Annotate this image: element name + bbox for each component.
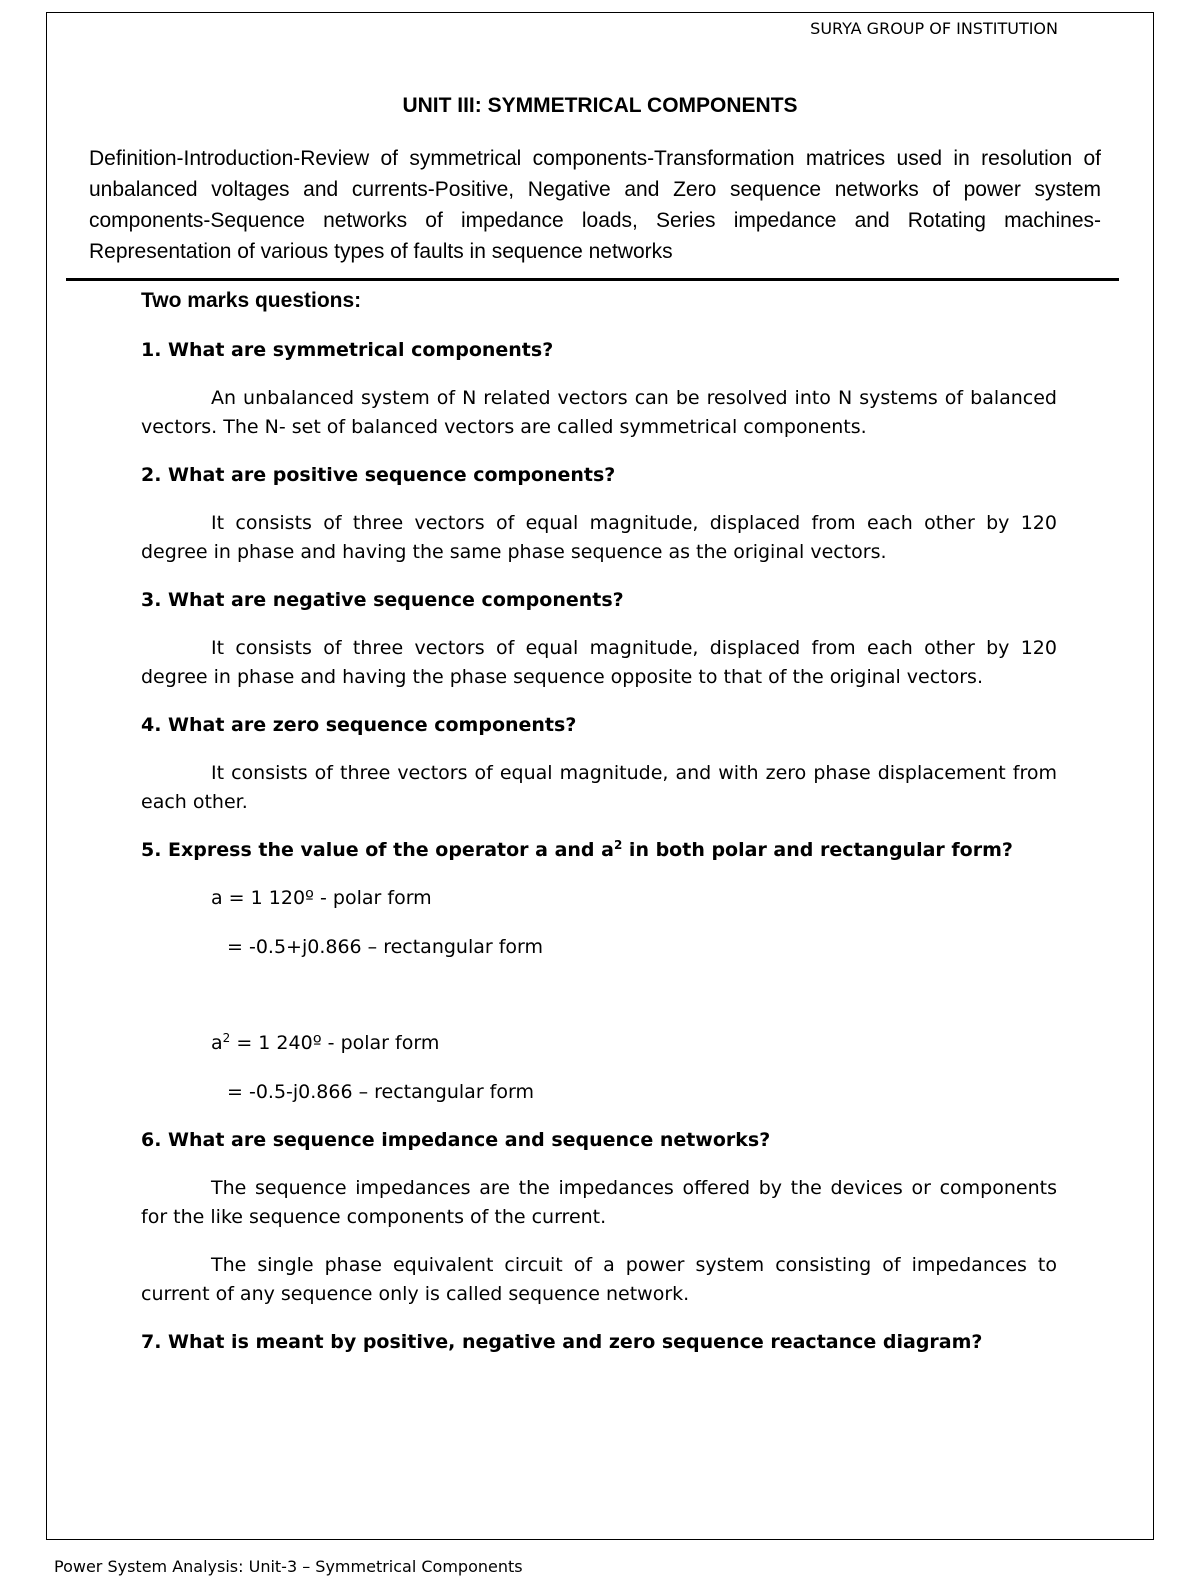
question-3: 3. What are negative sequence components?: [141, 589, 624, 611]
answer-6-part-2: The single phase equivalent circuit of a power system consisting of impedances to current of any sequence only is called sequence network.: [141, 1254, 1057, 1305]
question-2: 2. What are positive sequence components?: [141, 464, 616, 486]
answer-6-part-1: The sequence impedances are the impedances offered by the devices or components for the like sequence components of the current.: [141, 1177, 1057, 1228]
equation-a-rectangular: = -0.5+j0.866 – rectangular form: [227, 936, 544, 958]
section-title: Two marks questions:: [141, 289, 362, 312]
page-footer: Power System Analysis: Unit-3 – Symmetrical Components: [54, 1557, 523, 1576]
question-6: 6. What are sequence impedance and sequence networks?: [141, 1129, 771, 1151]
question-4: 4. What are zero sequence components?: [141, 714, 577, 736]
question-5: 5. Express the value of the operator a and $a^2$ in both polar and rectangular form?: [141, 838, 1013, 861]
equation-a2-rectangular: = -0.5-j0.866 – rectangular form: [227, 1081, 534, 1103]
equation-a2-polar: $a^2 = 1$ 240º - polar form: [211, 1031, 440, 1054]
section-divider: [66, 278, 1119, 281]
answer-1: An unbalanced system of N related vectors can be resolved into N systems of balanced vectors. The N- set of balanced vectors are called symmetrical components.: [141, 387, 1057, 438]
answer-3: It consists of three vectors of equal magnitude, displaced from each other by 120 degree in phase and having the phase sequence opposite to that of the original vectors.: [141, 637, 1057, 688]
unit-title: UNIT III: SYMMETRICAL COMPONENTS: [402, 94, 798, 117]
equation-a-polar: a = 1 120º - polar form: [211, 887, 432, 909]
syllabus-paragraph: Definition-Introduction-Review of symmetrical components-Transformation matrices used in resolution of unbalanced voltages and currents-Positive, Negative and Zero sequence networks of power system components-Sequence networks of impedance loads, Series impedance and Rotating machines-Representation of various types of faults in sequence networks: [89, 147, 1101, 263]
institution-header: SURYA GROUP OF INSTITUTION: [810, 19, 1058, 38]
question-7: 7. What is meant by positive, negative and zero sequence reactance diagram?: [141, 1331, 983, 1353]
answer-4: It consists of three vectors of equal magnitude, and with zero phase displacement from each other.: [141, 762, 1057, 813]
questions-content: [141, 286, 1057, 1356]
question-1: 1. What are symmetrical components?: [141, 339, 554, 361]
answer-2: It consists of three vectors of equal magnitude, displaced from each other by 120 degree in phase and having the same phase sequence as the original vectors.: [141, 512, 1057, 563]
